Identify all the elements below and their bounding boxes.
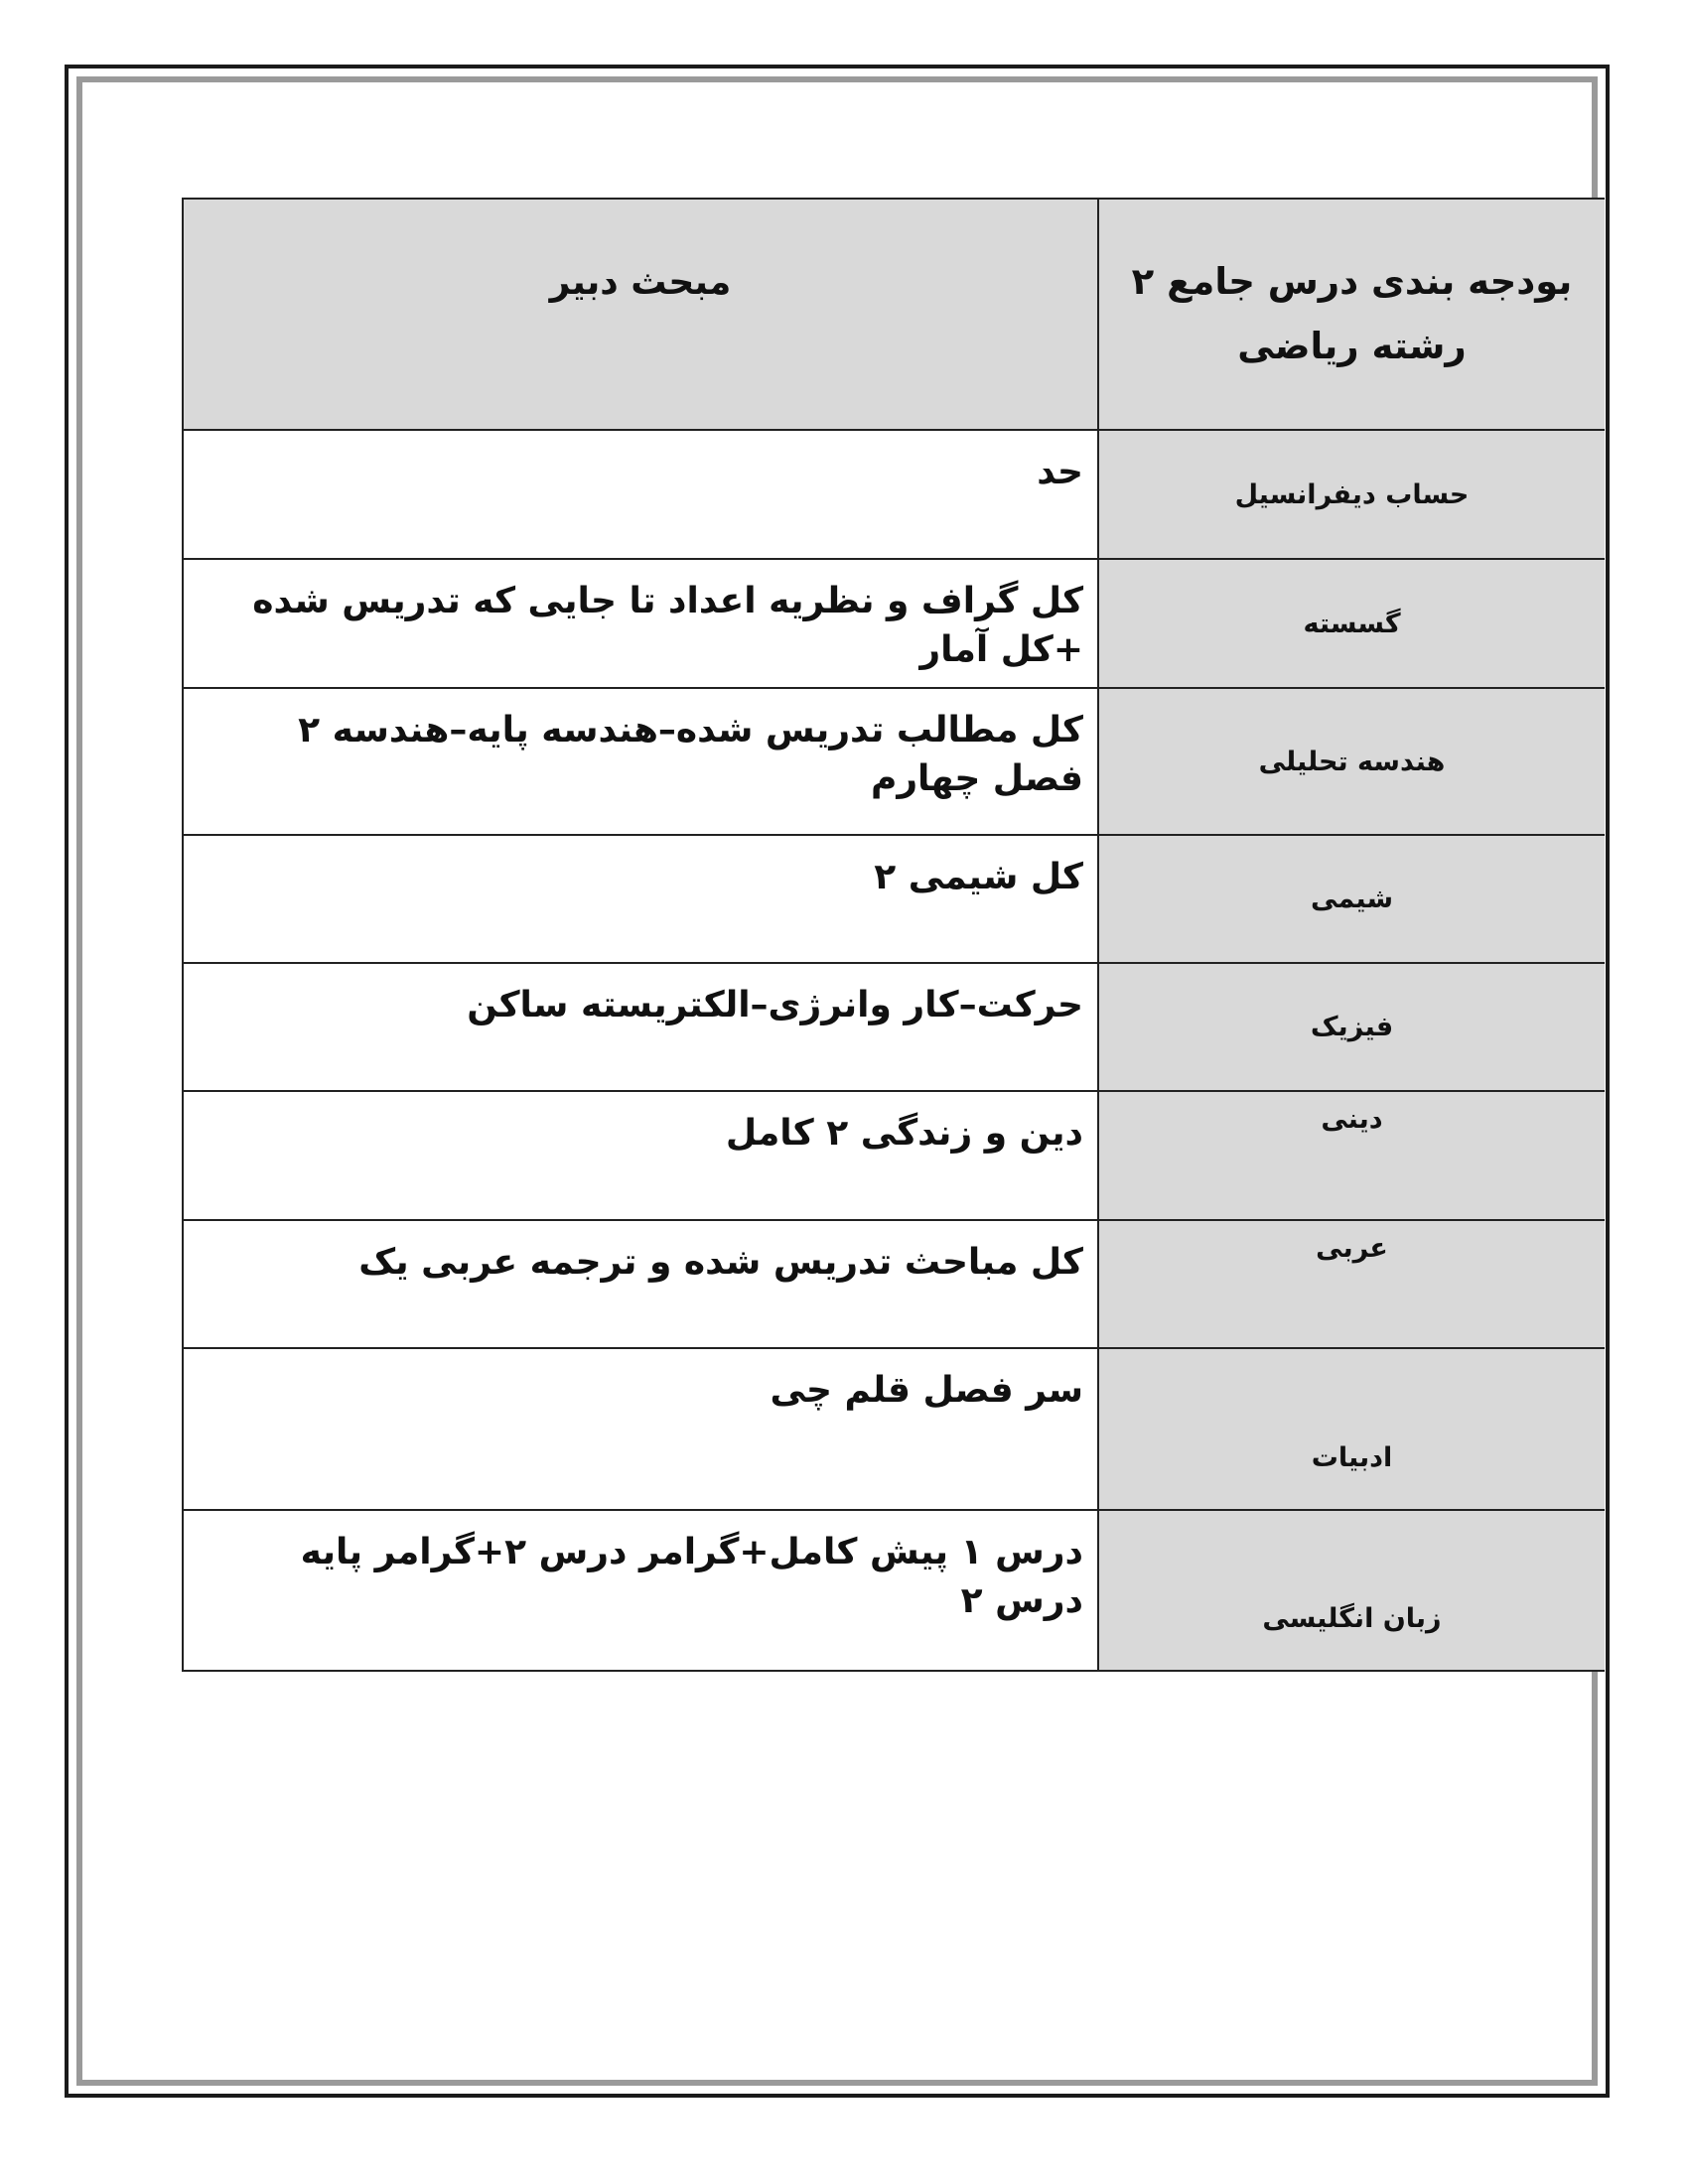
subject-cell bbox=[1098, 963, 1605, 1091]
subject-label: زبان انگلیسی bbox=[1262, 1603, 1442, 1634]
subject-label: گسسته bbox=[1303, 608, 1401, 639]
subject-cell bbox=[1098, 559, 1605, 688]
table-row bbox=[183, 430, 1605, 559]
table-row bbox=[183, 1348, 1605, 1510]
topic-text: حرکت–کار وانرژی–الکتریسته ساکن bbox=[467, 985, 1083, 1025]
budget-table bbox=[182, 198, 1605, 1672]
topic-cell bbox=[183, 559, 1098, 688]
subject-label: حساب دیفرانسیل bbox=[1234, 478, 1470, 510]
subject-label: عربی bbox=[1316, 1233, 1388, 1264]
subject-cell bbox=[1098, 1220, 1605, 1348]
topic-cell bbox=[183, 430, 1098, 559]
table-row bbox=[183, 688, 1605, 835]
topic-text: دین و زندگی ۲ کامل bbox=[725, 1113, 1083, 1154]
header-subject-title: بودجه بندی درس جامع ۲ bbox=[1131, 259, 1573, 303]
topic-cell bbox=[183, 835, 1098, 963]
header-topic-title: مبحث دبیر bbox=[549, 262, 732, 304]
topic-cell bbox=[183, 1091, 1098, 1220]
topic-text: سر فصل قلم چی bbox=[770, 1370, 1083, 1411]
header-topic-cell bbox=[183, 199, 1098, 430]
header-subject-subtitle: رشته ریاضی bbox=[1237, 324, 1467, 367]
topic-text: کل مطالب تدریس شده–هندسه پایه–هندسه ۲ فصل چهارم bbox=[298, 710, 1083, 799]
subject-cell bbox=[1098, 1510, 1605, 1671]
table-row bbox=[183, 1510, 1605, 1671]
topic-cell bbox=[183, 1510, 1098, 1671]
subject-label: فیزیک bbox=[1310, 1012, 1394, 1042]
subject-cell bbox=[1098, 430, 1605, 559]
topic-cell bbox=[183, 1348, 1098, 1510]
subject-label: ادبیات bbox=[1311, 1442, 1393, 1473]
topic-cell bbox=[183, 1220, 1098, 1348]
subject-cell bbox=[1098, 688, 1605, 835]
subject-label: دینی bbox=[1321, 1104, 1383, 1135]
topic-text: حد bbox=[1037, 452, 1083, 492]
table-row bbox=[183, 559, 1605, 688]
topic-text: کل گراف و نظریه اعداد تا جایی که تدریس شده +کل آمار bbox=[252, 581, 1083, 670]
table-row bbox=[183, 1091, 1605, 1220]
subject-cell bbox=[1098, 1348, 1605, 1510]
topic-cell bbox=[183, 963, 1098, 1091]
subject-label: شیمی bbox=[1311, 884, 1393, 914]
topic-cell bbox=[183, 688, 1098, 835]
topic-text: درس ۱ پیش کامل+گرامر درس ۲+گرامر پایه درس ۲ bbox=[300, 1532, 1083, 1621]
table-row bbox=[183, 963, 1605, 1091]
header-subject-cell bbox=[1098, 199, 1605, 430]
table-row bbox=[183, 835, 1605, 963]
table-row bbox=[183, 1220, 1605, 1348]
subject-label: هندسه تحلیلی bbox=[1258, 746, 1446, 777]
topic-text: کل مباحث تدریس شده و ترجمه عربی یک bbox=[358, 1242, 1083, 1283]
subject-cell bbox=[1098, 835, 1605, 963]
table-header-row bbox=[183, 199, 1605, 430]
subject-cell bbox=[1098, 1091, 1605, 1220]
topic-text: کل شیمی ۲ bbox=[874, 857, 1083, 897]
